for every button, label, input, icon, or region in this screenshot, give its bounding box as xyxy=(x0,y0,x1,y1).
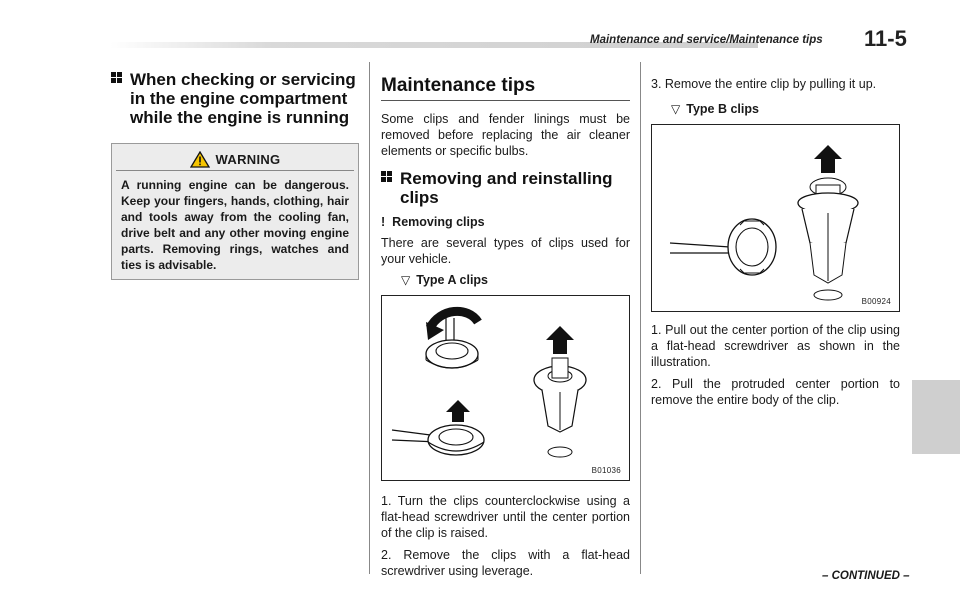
figure-type-a-clips xyxy=(381,295,630,481)
page-title: Maintenance tips xyxy=(381,75,536,96)
step-2: 2. Remove the clips with a flat-head screwdriver using leverage. xyxy=(381,548,630,578)
running-header: Maintenance and service/Maintenance tips xyxy=(590,34,823,46)
section-heading: When checking or servicing in the engine compartment while the engine is running xyxy=(111,70,359,127)
clip-a-illustration xyxy=(382,296,629,480)
warning-triangle-icon xyxy=(190,151,210,168)
exclamation-icon: ! xyxy=(381,215,386,229)
figure-code: B00924 xyxy=(861,297,891,306)
section-heading: Removing and reinstalling clips xyxy=(381,169,630,207)
section-marker-icon xyxy=(111,72,122,83)
step-1: 1. Pull out the center portion of the clip using a flat-head screwdriver as shown in the illustration. xyxy=(651,323,900,369)
step-2: 2. Pull the protruded center portion to remove the entire body of the clip. xyxy=(651,377,900,407)
step-1: 1. Turn the clips counterclockwise using a flat-head screwdriver until the center portion of the clip is raised. xyxy=(381,494,630,540)
warning-header xyxy=(112,148,358,170)
column-divider xyxy=(369,62,370,574)
down-triangle-icon: ▽ xyxy=(401,273,411,287)
title-rule xyxy=(381,100,630,101)
figure-code: B01036 xyxy=(591,466,621,475)
intro-paragraph: Some clips and fender linings must be removed before replacing the air cleaner elements or specific bulbs. xyxy=(381,112,630,158)
column-divider xyxy=(640,62,641,574)
warning-box xyxy=(111,143,359,280)
right-column xyxy=(651,70,900,414)
section-marker-icon xyxy=(381,171,392,182)
figure-type-b-clips xyxy=(651,124,900,312)
step-3: 3. Remove the entire clip by pulling it up. xyxy=(651,77,877,91)
continued-footer: – CONTINUED – xyxy=(822,570,910,582)
down-triangle-icon: ▽ xyxy=(671,102,681,116)
middle-column xyxy=(381,70,630,585)
warning-text: A running engine can be dangerous. Keep your fingers, hands, clothing, hair and tools away from the cooling fan, drive belt and any other moving engine parts. Removing rings, watches and ties is advisable. xyxy=(121,178,349,272)
subheading: ! Removing clips xyxy=(381,215,485,229)
sub-subheading: ▽ Type A clips xyxy=(401,273,489,287)
warning-title: WARNING xyxy=(215,151,281,167)
chapter-tab xyxy=(912,380,960,454)
types-paragraph: There are several types of clips used for your vehicle. xyxy=(381,236,630,266)
sub-subheading: ▽ Type B clips xyxy=(671,102,759,116)
left-column xyxy=(111,70,359,280)
page-number: 11-5 xyxy=(864,26,907,51)
clip-b-illustration xyxy=(652,125,899,311)
